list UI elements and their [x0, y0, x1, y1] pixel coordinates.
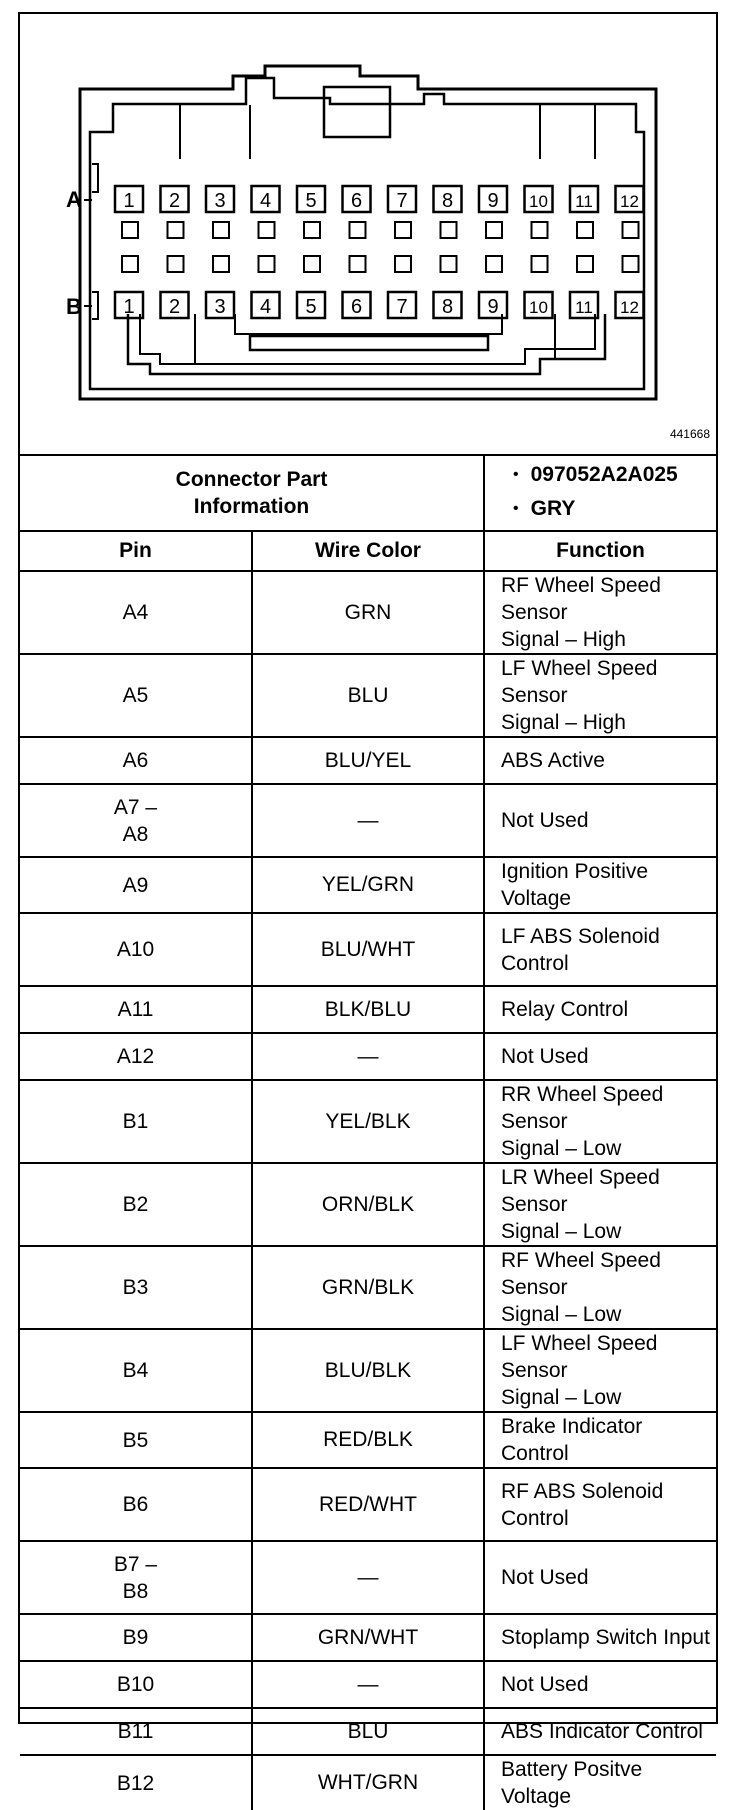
function-cell: [484, 1246, 716, 1329]
pin-cell: A12: [20, 1033, 252, 1080]
function-line: ABS Active: [501, 749, 605, 772]
function-line: RF Wheel Speed Sensor: [501, 574, 661, 624]
function-line: LF Wheel Speed Sensor: [501, 657, 658, 707]
pin-number-a-8: 8: [441, 190, 454, 212]
wire-color-cell: —: [252, 1661, 484, 1708]
function-line: Signal – High: [501, 628, 626, 651]
table-row: [20, 571, 716, 654]
function-cell: [484, 1755, 716, 1810]
cavity-2-3: [213, 256, 229, 272]
pin-cell: A9: [20, 857, 252, 913]
connector-info-row: [20, 455, 716, 531]
pin-number-b-3: 3: [214, 296, 226, 318]
cavity-1-12: [623, 222, 639, 238]
function-line: Not Used: [501, 1045, 589, 1068]
pin-cell: A4: [20, 571, 252, 654]
wire-color-cell: BLU/WHT: [252, 913, 484, 986]
cavity-2-8: [441, 256, 457, 272]
function-line: Signal – High: [501, 711, 626, 734]
function-line: RF ABS Solenoid: [501, 1479, 664, 1503]
connector-part-number: • 097052A2A025: [513, 459, 710, 493]
wire-color-cell: GRN/WHT: [252, 1614, 484, 1661]
pin-cell: A10: [20, 913, 252, 986]
cavity-1-10: [532, 222, 548, 238]
pin-row-a: [115, 186, 644, 212]
connector-color: • GRY: [513, 493, 710, 527]
cavity-1-1: [122, 222, 138, 238]
function-cell: [484, 1329, 716, 1412]
function-line: Not Used: [501, 1566, 589, 1589]
wire-color-cell: BLU: [252, 654, 484, 737]
cavity-2-5: [304, 256, 320, 272]
pin-number-a-10: 10: [529, 192, 548, 211]
connector-face-drawing: [20, 14, 716, 454]
pin-number-a-12: 12: [620, 192, 639, 211]
function-line: Stoplamp Switch Input: [501, 1626, 710, 1649]
wire-color-cell: RED/BLK: [252, 1412, 484, 1468]
row-label-b: B: [66, 294, 82, 319]
wire-color-cell: BLU/BLK: [252, 1329, 484, 1412]
function-cell: [484, 1468, 716, 1541]
function-line: RF Wheel Speed Sensor: [501, 1249, 661, 1299]
function-cell: [484, 1033, 716, 1080]
table-row: [20, 1329, 716, 1412]
cavity-rows: [122, 222, 639, 272]
function-cell: [484, 1163, 716, 1246]
connector-info-items: [484, 455, 716, 531]
function-cell: [484, 1080, 716, 1163]
function-line: Not Used: [501, 1673, 589, 1696]
cavity-2-10: [532, 256, 548, 272]
pin-number-b-9: 9: [487, 296, 499, 318]
pin-cell: B7 – B8: [20, 1541, 252, 1614]
table-row: [20, 1412, 716, 1468]
column-header-pin: Pin: [20, 531, 252, 571]
column-header-row: [20, 531, 716, 571]
table-row: [20, 1468, 716, 1541]
table-row: [20, 784, 716, 857]
wire-color-cell: ORN/BLK: [252, 1163, 484, 1246]
table-row: [20, 1163, 716, 1246]
pin-number-b-8: 8: [441, 296, 454, 318]
table-row: [20, 1755, 716, 1810]
pin-number-b-5: 5: [305, 296, 317, 318]
cavity-1-8: [441, 222, 457, 238]
cavity-1-5: [304, 222, 320, 238]
function-line: Signal – Low: [501, 1220, 622, 1243]
table-row: [20, 1246, 716, 1329]
pin-number-a-1: 1: [123, 190, 135, 212]
row-label-a: A: [66, 187, 82, 212]
pin-cell: A7 – A8: [20, 784, 252, 857]
wire-color-cell: BLU/YEL: [252, 737, 484, 784]
function-cell: [484, 654, 716, 737]
function-line: Signal – Low: [501, 1137, 622, 1160]
pin-number-b-10: 10: [529, 298, 548, 317]
wire-color-cell: —: [252, 784, 484, 857]
function-line: RR Wheel Speed Sensor: [501, 1083, 664, 1133]
connector-info-label: [20, 455, 484, 531]
cavity-1-11: [577, 222, 593, 238]
column-header-function: Function: [484, 531, 716, 571]
wire-color-cell: GRN: [252, 571, 484, 654]
table-row: [20, 1080, 716, 1163]
cavity-2-1: [122, 256, 138, 272]
pin-cell: B10: [20, 1661, 252, 1708]
table-row: [20, 913, 716, 986]
table-row: [20, 1541, 716, 1614]
pin-number-b-11: 11: [575, 298, 593, 317]
pin-cell: A5: [20, 654, 252, 737]
wire-color-cell: RED/WHT: [252, 1468, 484, 1541]
pin-cell: A11: [20, 986, 252, 1033]
pin-number-b-4: 4: [259, 296, 272, 318]
function-cell: [484, 986, 716, 1033]
function-line: ABS Indicator Control: [501, 1720, 703, 1743]
wire-color-cell: —: [252, 1033, 484, 1080]
function-line: Relay Control: [501, 998, 629, 1021]
pin-cell: B3: [20, 1246, 252, 1329]
function-cell: [484, 1412, 716, 1468]
cavity-1-7: [395, 222, 411, 238]
wire-color-cell: BLU: [252, 1708, 484, 1755]
function-line: Signal – Low: [501, 1303, 622, 1326]
cavity-2-6: [350, 256, 366, 272]
cavity-2-7: [395, 256, 411, 272]
table-row: [20, 1033, 716, 1080]
column-header-wire-color: Wire Color: [252, 531, 484, 571]
table-row: [20, 1661, 716, 1708]
pin-cell: B6: [20, 1468, 252, 1541]
function-line: LF Wheel Speed Sensor: [501, 1332, 658, 1382]
function-cell: [484, 1614, 716, 1661]
function-cell: [484, 857, 716, 913]
table-row: [20, 857, 716, 913]
function-line: LF ABS Solenoid: [501, 924, 660, 948]
cavity-1-2: [168, 222, 184, 238]
function-cell: [484, 784, 716, 857]
function-cell: [484, 913, 716, 986]
wire-color-cell: YEL/GRN: [252, 857, 484, 913]
pin-number-a-7: 7: [396, 190, 408, 212]
pin-number-b-6: 6: [350, 296, 363, 318]
pin-cell: B1: [20, 1080, 252, 1163]
connector-sheet: [18, 12, 718, 1808]
function-cell: [484, 1661, 716, 1708]
pin-number-a-6: 6: [350, 190, 363, 212]
cavity-2-2: [168, 256, 184, 272]
pinout-rows: [20, 571, 716, 1810]
pin-number-b-7: 7: [396, 296, 408, 318]
pin-cell: B11: [20, 1708, 252, 1755]
function-line: LR Wheel Speed Sensor: [501, 1166, 660, 1216]
pin-number-b-2: 2: [168, 296, 181, 318]
pin-cell: B4: [20, 1329, 252, 1412]
wire-color-cell: WHT/GRN: [252, 1755, 484, 1810]
cavity-2-12: [623, 256, 639, 272]
function-line: Brake Indicator Control: [501, 1415, 643, 1465]
function-line: Control: [501, 1506, 569, 1530]
pin-number-b-1: 1: [123, 296, 135, 318]
cavity-2-11: [577, 256, 593, 272]
cavity-1-6: [350, 222, 366, 238]
pin-cell: B12: [20, 1755, 252, 1810]
pin-number-a-5: 5: [305, 190, 317, 212]
table-row: [20, 654, 716, 737]
connector-info-label-line2: Information: [193, 495, 310, 518]
cavity-2-4: [259, 256, 275, 272]
cavity-1-9: [486, 222, 502, 238]
pin-number-b-12: 12: [620, 298, 639, 317]
wire-color-cell: —: [252, 1541, 484, 1614]
table-row: [20, 737, 716, 784]
pin-cell: B9: [20, 1614, 252, 1661]
wire-color-cell: YEL/BLK: [252, 1080, 484, 1163]
connector-info-label-line1: Connector Part: [175, 468, 328, 491]
function-cell: [484, 737, 716, 784]
function-line: Control: [501, 951, 569, 975]
pin-number-a-3: 3: [214, 190, 226, 212]
wire-color-cell: BLK/BLU: [252, 986, 484, 1033]
cavity-1-3: [213, 222, 229, 238]
pin-number-a-2: 2: [168, 190, 181, 212]
pin-cell: B5: [20, 1412, 252, 1468]
cavity-2-9: [486, 256, 502, 272]
pin-number-a-9: 9: [487, 190, 499, 212]
connector-diagram: [20, 14, 716, 456]
function-line: Not Used: [501, 809, 589, 832]
figure-number: 441668: [669, 427, 710, 441]
table-row: [20, 1614, 716, 1661]
pin-number-a-11: 11: [575, 192, 593, 211]
pin-number-a-4: 4: [259, 190, 272, 212]
pin-cell: B2: [20, 1163, 252, 1246]
connector-pinout-table: [20, 454, 716, 1810]
function-cell: [484, 1541, 716, 1614]
cavity-1-4: [259, 222, 275, 238]
function-line: Battery Positve Voltage: [501, 1758, 643, 1808]
table-row: [20, 986, 716, 1033]
pin-cell: A6: [20, 737, 252, 784]
function-line: Ignition Positive Voltage: [501, 860, 649, 910]
function-cell: [484, 571, 716, 654]
function-line: Signal – Low: [501, 1386, 622, 1409]
wire-color-cell: GRN/BLK: [252, 1246, 484, 1329]
